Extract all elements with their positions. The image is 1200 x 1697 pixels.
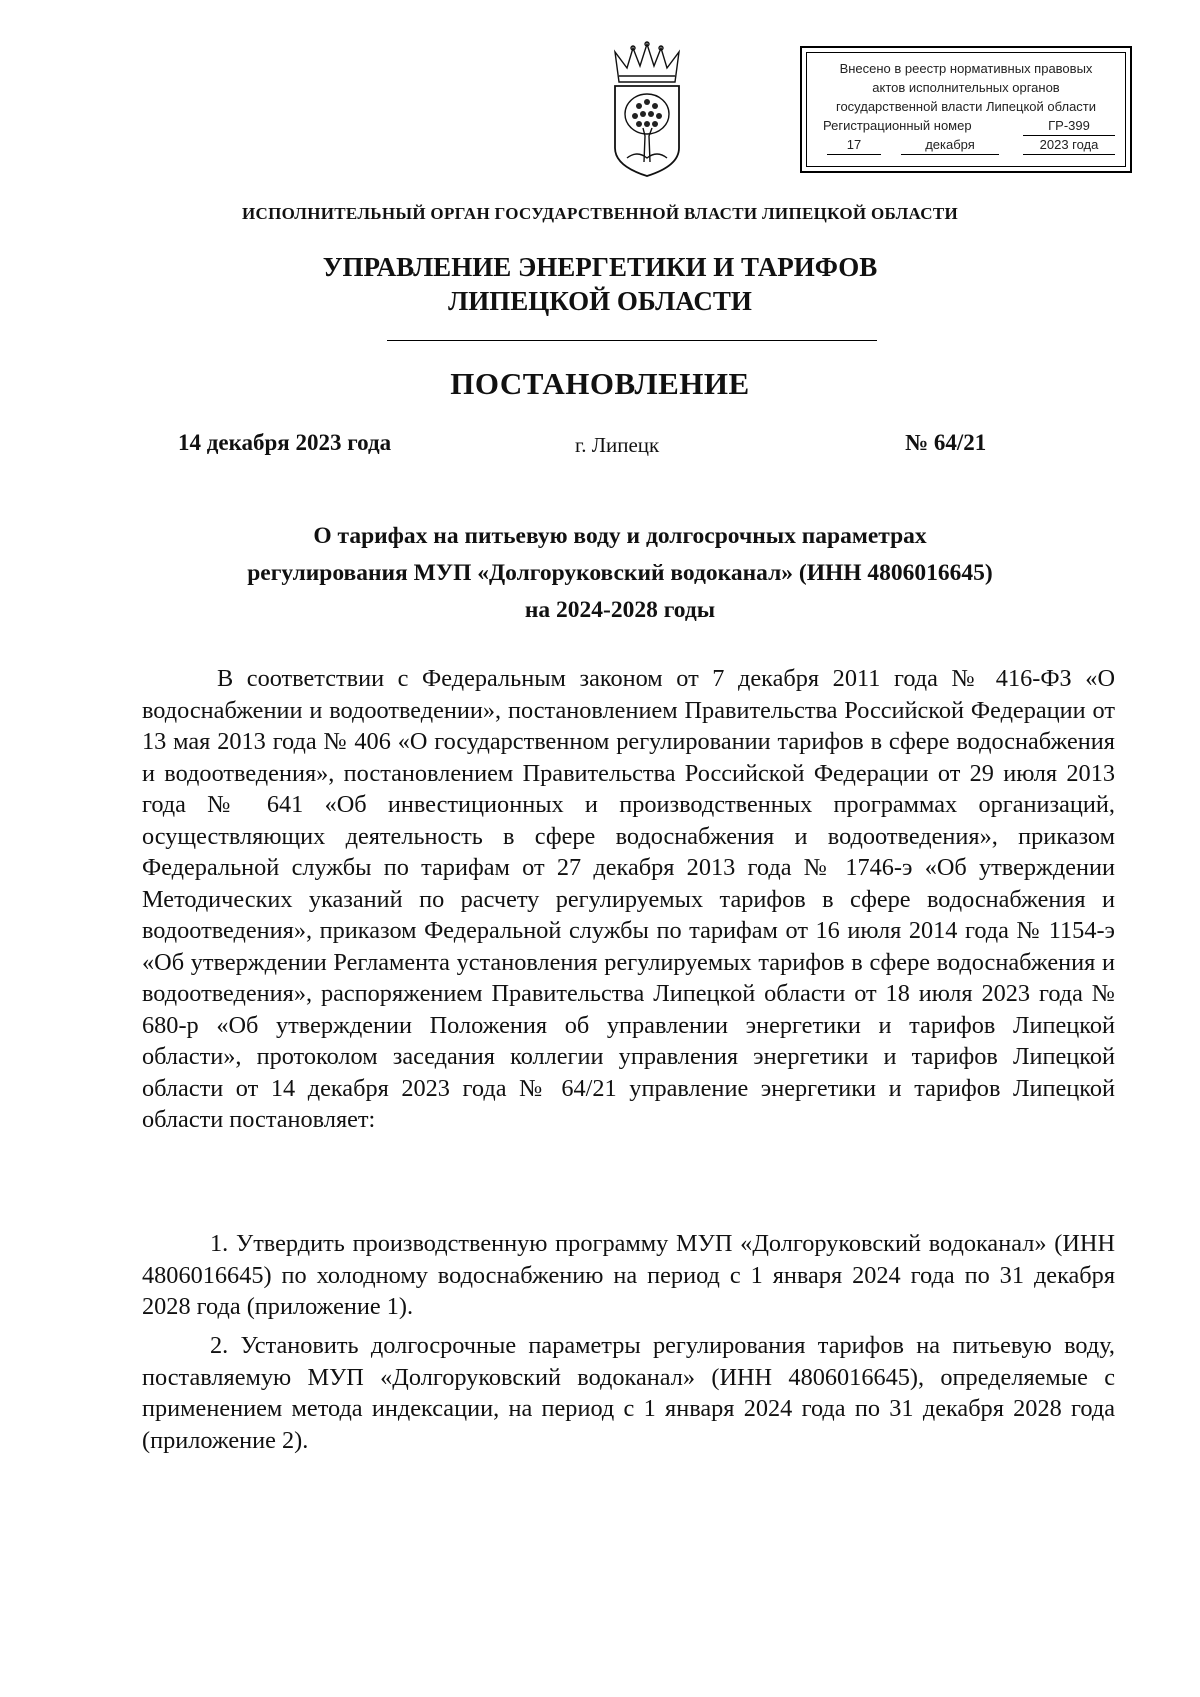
clause-1-paragraph: 1. Утвердить производственную программу МУП «Долгоруковский водоканал» (ИНН 4806016645) по холодному водоснабжению на период с 1 января 2024 года по 31 декабря 2028 года (приложение 1). xyxy=(142,1230,1115,1320)
registry-month: декабря xyxy=(901,135,999,155)
registry-number-row xyxy=(813,116,1119,135)
preamble-paragraph: В соответствии с Федеральным законом от 7 декабря 2011 года № 416-ФЗ «О водоснабжении и водоотведении», постановлением Правительства Российской Федерации от 13 мая 2013 года № 406 «О государственном регулировании тарифов в сфере водоснабжения и водоотведения», постановлением Правительства Российской Федерации от 29 июля 2013 года № 641 «Об инвестиционных и производственных программах организаций, осуществляющих деятельность в сфере водоснабжения и водоотведения», приказом Федеральной службы по тарифам от 27 декабря 2013 года № 1746-э «Об утверждении Методических указаний по расчету регулируемых тарифов в сфере водоснабжения и водоотведения», приказом Федеральной службы по тарифам от 16 июля 2014 года № 1154-э «Об утверждении Регламента установления регулируемых тарифов в сфере водоснабжения и водоотведения», распоряжением Правительства Липецкой области от 18 июля 2023 года № 680-р «Об утверждении Положения об управлении энергетики и тарифов Липецкой области», протоколом заседания коллегии управления энергетики и тарифов Липецкой области от 14 декабря 2023 года № 64/21 управление энергетики и тарифов Липецкой области постановляет: xyxy=(142,665,1115,1133)
registry-line-1: Внесено в реестр нормативных правовых xyxy=(839,61,1093,76)
registry-date-row xyxy=(813,135,1119,154)
document-title-line-2: регулирования МУП «Долгоруковский водоканал» (ИНН 4806016645) xyxy=(247,560,993,586)
document-date: 14 декабря 2023 года xyxy=(178,430,392,455)
registry-line-3: государственной власти Липецкой области xyxy=(835,99,1097,114)
department-name-line-2: ЛИПЕЦКОЙ ОБЛАСТИ xyxy=(448,286,752,316)
coat-of-arms-emblem xyxy=(607,40,687,180)
document-city: г. Липецк xyxy=(575,433,660,457)
document-type: ПОСТАНОВЛЕНИЕ xyxy=(450,366,750,401)
document-title-line-3: на 2024-2028 годы xyxy=(524,597,716,623)
header-divider xyxy=(387,340,877,341)
registry-number-label: Регистрационный номер xyxy=(823,118,972,133)
registry-year: 2023 года xyxy=(1023,135,1115,155)
clause-2-paragraph: 2. Установить долгосрочные параметры регулирования тарифов на питьевую воду, поставляемую МУП «Долгоруковский водоканал» (ИНН 4806016645), определяемые с применением метода индексации, на период с 1 января 2024 года по 31 декабря 2028 года (приложение 2). xyxy=(142,1332,1115,1454)
department-name-line-1: УПРАВЛЕНИЕ ЭНЕРГЕТИКИ И ТАРИФОВ xyxy=(322,252,878,282)
document-title xyxy=(160,518,1080,629)
department-name xyxy=(0,250,1200,318)
registry-number: ГР-399 xyxy=(1023,116,1115,136)
organization-name: ИСПОЛНИТЕЛЬНЫЙ ОРГАН ГОСУДАРСТВЕННОЙ ВЛАСТИ ЛИПЕЦКОЙ ОБЛАСТИ xyxy=(241,204,959,223)
document-title-line-1: О тарифах на питьевую воду и долгосрочных параметрах xyxy=(313,523,927,549)
registry-line-2: актов исполнительных органов xyxy=(872,80,1060,95)
registry-day: 17 xyxy=(827,135,881,155)
document-number: № 64/21 xyxy=(905,430,987,455)
registry-stamp xyxy=(800,46,1132,173)
